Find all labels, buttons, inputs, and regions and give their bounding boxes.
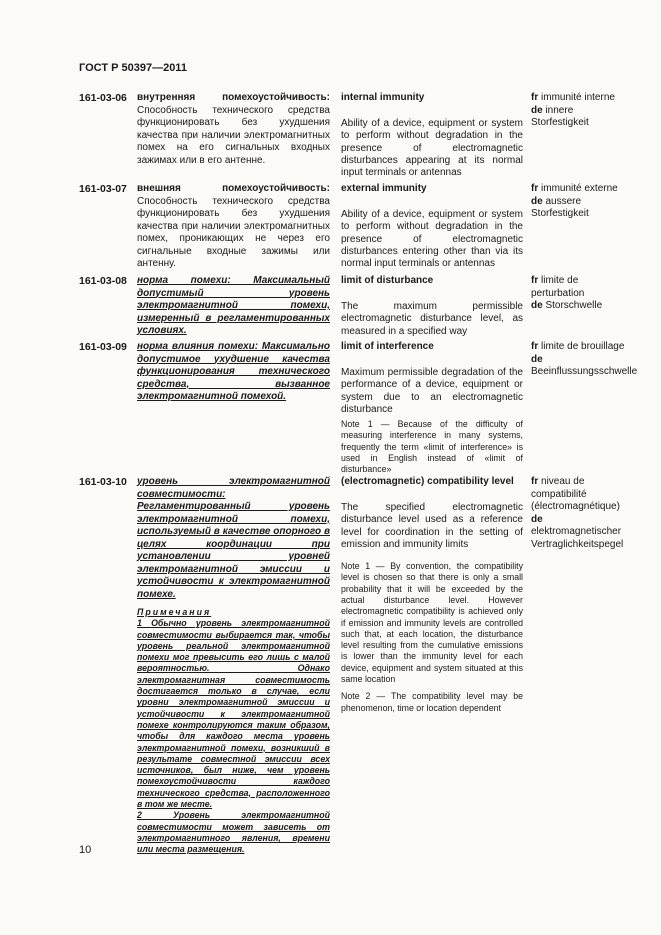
ru-note-2: 2 Уровень электромагнитной совместимости может зависеть от электромагнитного явления, времени или места размещения. [137, 810, 330, 855]
fr-label: fr [531, 92, 539, 103]
ru-term: внутренняя помехоустойчивость: [137, 92, 330, 103]
en-term: external immunity [341, 183, 427, 194]
en-term: limit of interference [341, 341, 434, 352]
de-label: de [531, 195, 543, 207]
en-def-text: Maximum permissible degradation of the performance of a device, equipment or system due to an electromagnetic disturbance [341, 367, 523, 415]
de-term: innere Storfestigkeit [531, 104, 589, 128]
document-header: ГОСТ Р 50397—2011 [79, 62, 187, 74]
ru-definition: норма помехи: Максимальный допустимый уровень электромагнитной помехи, измеренный в регламентированных условиях. [137, 275, 330, 336]
fr-term: limite de perturbation [531, 275, 585, 299]
other-languages [531, 476, 631, 551]
entry-number: 161-03-08 [79, 275, 127, 287]
de-label: de [531, 300, 543, 311]
de-term: Beeinflussungsschwelle [531, 366, 638, 377]
ru-def-text: уровень электромагнитной совместимости: Регламентированный уровень электромагнитной помехи, используемый в качестве опорного в целях координации при установлении уровней электромагнитной эмиссии и устойчивости к электромагнитной помехе. [137, 476, 330, 600]
en-definition [341, 183, 523, 270]
ru-def-text: Способность технического средства функционировать без ухудшения качества при наличии электромагнитных помех, проникающих не через его сигнальные входные зажимы или антенну. [137, 195, 330, 269]
ru-definition [137, 92, 330, 167]
en-definition [341, 476, 523, 714]
en-definition [341, 92, 523, 179]
de-term: Storschwelle [545, 300, 603, 311]
en-note-1: Note 1 — By convention, the compatibility level is chosen so that there is only a small probability that it will be exceeded by the actual disturbance level. However electromagnetic compatibility is achieved only if emission and immunity levels are controlled such that, at each location, the disturbance level resulting from the cumulative emissions is lower than the immunity level for each device, equipment and system situated at this same location [341, 561, 523, 684]
entry-number: 161-03-06 [79, 92, 127, 104]
ru-term: внешняя помехоустойчивость: [137, 183, 330, 194]
other-languages [531, 92, 631, 130]
de-term: elektromagnetischer Vertraglichkeitspegel [531, 526, 624, 550]
page-number: 10 [79, 844, 92, 856]
ru-definition [137, 476, 330, 856]
en-definition [341, 275, 523, 338]
entry-number: 161-03-10 [79, 476, 127, 488]
en-def-text: The specified electromagnetic disturbance level used as a reference level for coordination in the setting of emission and immunity limits [341, 502, 523, 550]
entry-number: 161-03-09 [79, 341, 127, 353]
fr-label: fr [531, 476, 539, 487]
ru-notes-title: Примечания [137, 607, 212, 617]
en-term: (electromagnetic) compatibility level [341, 476, 514, 487]
fr-term: immunité interne [541, 92, 615, 103]
fr-label: fr [531, 275, 539, 286]
en-note: Note 1 — Because of the difficulty of measuring interference in many systems, frequently the term «limit of interference» is used in English instead of «limit of disturbance» [341, 419, 523, 475]
ru-definition [137, 183, 330, 271]
fr-label: fr [531, 183, 539, 194]
fr-term: niveau de compatibilité (électromagnétique) [531, 476, 620, 512]
en-def-text: Ability of a device, equipment or system to perform without degradation in the presence of electromagnetic disturbances entering other than via its normal input terminals or antennas [341, 209, 523, 270]
other-languages [531, 275, 631, 313]
en-note-2: Note 2 — The compatibility level may be phenomenon, time or location dependent [341, 691, 523, 713]
other-languages [531, 183, 631, 221]
en-definition [341, 341, 523, 476]
ru-note-1: 1 Обычно уровень электромагнитной совместимости выбирается так, чтобы уровень реальной электромагнитной помехи мог превысить его лишь с малой вероятностью. Однако электромагнитная совместимость достигается только в случае, если уровни электромагнитной эмиссии и устойчивости к электромагнитной помехе контролируются таким образом, чтобы для каждого места уровень электромагнитной помехи, возникший в результате совместной эмиссии всех источников, был ниже, чем уровень помехоустойчивости каждого технического средства, расположенного в том же месте. [137, 618, 330, 810]
de-term: aussere Storfestigkeit [531, 195, 589, 219]
de-label: de [531, 353, 543, 365]
en-def-text: The maximum permissible electromagnetic disturbance level, as measured in a specified way [341, 301, 523, 337]
fr-term: immunité externe [541, 183, 618, 194]
en-term: limit of disturbance [341, 275, 434, 286]
de-label: de [531, 513, 543, 525]
fr-label: fr [531, 341, 539, 352]
other-languages [531, 341, 638, 379]
entry-number: 161-03-07 [79, 183, 127, 195]
ru-def-text: Способность технического средства функционировать без ухудшения качества при наличии электромагнитных помех на его сигнальных входных зажимах или в его антенне. [137, 104, 330, 166]
ru-definition: норма влияния помехи: Максимально допустимое ухудшение качества функционирования технического средства, вызванное электромагнитной помехой. [137, 341, 330, 402]
en-term: internal immunity [341, 92, 425, 103]
fr-term: limite de brouillage [541, 341, 625, 352]
en-def-text: Ability of a device, equipment or system to perform without degradation in the presence of electromagnetic disturbances appearing at its normal input terminals or antennas [341, 118, 523, 179]
de-label: de [531, 104, 543, 116]
